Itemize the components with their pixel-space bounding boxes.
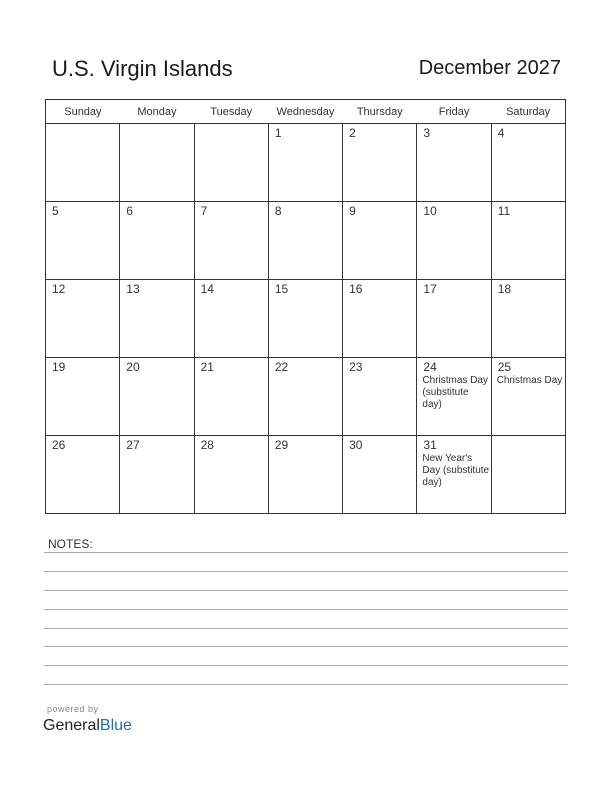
weekday-thursday: Thursday — [343, 100, 417, 124]
day-number: 25 — [497, 360, 512, 374]
day-number: 5 — [52, 204, 59, 218]
brand-general: General — [43, 717, 100, 734]
day-cell — [343, 280, 417, 358]
weekday-saturday: Saturday — [491, 100, 565, 124]
notes-label: NOTES: — [48, 537, 93, 551]
day-cell — [194, 202, 268, 280]
day-cell — [491, 124, 565, 202]
day-number: 26 — [52, 438, 66, 452]
day-cell — [491, 202, 565, 280]
generalblue-logo[interactable] — [43, 717, 132, 735]
day-cell — [491, 280, 565, 358]
day-number: 29 — [274, 438, 289, 452]
day-cell — [343, 202, 417, 280]
day-number: 16 — [349, 282, 363, 296]
day-cell — [46, 124, 120, 202]
day-number: 9 — [349, 204, 356, 218]
note-line — [44, 628, 568, 629]
day-number: 22 — [274, 360, 289, 374]
day-number: 1 — [274, 126, 282, 140]
day-cell — [268, 202, 342, 280]
day-cell — [343, 124, 417, 202]
note-line — [44, 609, 568, 610]
day-cell — [268, 358, 342, 436]
note-line — [44, 665, 568, 666]
day-number — [195, 124, 268, 126]
day-cell — [194, 280, 268, 358]
day-cell — [46, 358, 120, 436]
day-cell — [46, 202, 120, 280]
calendar-title: U.S. Virgin Islands — [52, 56, 233, 81]
day-cell — [194, 124, 268, 202]
day-number: 14 — [200, 282, 214, 296]
day-number: 12 — [52, 282, 66, 296]
day-number — [120, 124, 193, 126]
day-cell — [417, 280, 491, 358]
day-number: 6 — [126, 204, 133, 218]
day-cell — [194, 358, 268, 436]
day-number: 20 — [126, 360, 140, 374]
day-number: 21 — [200, 360, 214, 374]
day-number: 18 — [497, 282, 512, 296]
day-number: 17 — [423, 282, 437, 296]
month-year: December 2027 — [418, 57, 561, 79]
day-number: 8 — [274, 204, 282, 218]
day-cell — [120, 202, 194, 280]
week-row — [46, 124, 566, 202]
weekday-header-row — [46, 100, 566, 124]
note-line — [44, 590, 568, 591]
note-line — [44, 646, 568, 647]
holiday-event: New Year's Day (substitute day) — [422, 453, 490, 488]
day-cell — [268, 436, 342, 514]
holiday-event: Christmas Day — [496, 375, 563, 386]
weekday-wednesday: Wednesday — [268, 100, 342, 124]
day-number: 15 — [274, 282, 289, 296]
day-number: 27 — [126, 438, 140, 452]
day-number: 13 — [126, 282, 140, 296]
week-row — [46, 280, 566, 358]
day-number — [46, 124, 119, 126]
day-number: 24 — [423, 360, 437, 374]
powered-by-text: powered by — [47, 704, 99, 714]
holiday-event: Christmas Day (substitute day) — [422, 375, 488, 410]
day-cell — [194, 436, 268, 514]
day-number: 31 — [423, 438, 437, 452]
note-line — [44, 552, 568, 553]
day-number: 10 — [423, 204, 437, 218]
week-row — [46, 358, 566, 436]
day-cell — [491, 358, 565, 436]
note-line — [44, 684, 568, 685]
day-cell — [417, 124, 491, 202]
calendar-grid — [45, 99, 566, 514]
day-number: 28 — [200, 438, 214, 452]
day-cell — [343, 436, 417, 514]
day-cell — [268, 124, 342, 202]
day-cell — [46, 280, 120, 358]
week-row — [46, 436, 566, 514]
day-cell — [268, 280, 342, 358]
day-cell — [343, 358, 417, 436]
day-number — [492, 436, 565, 438]
day-cell — [491, 436, 565, 514]
day-number: 11 — [497, 204, 511, 218]
day-number: 19 — [52, 360, 66, 374]
week-row — [46, 202, 566, 280]
day-number: 4 — [497, 126, 505, 140]
day-cell — [120, 280, 194, 358]
weekday-monday: Monday — [120, 100, 194, 124]
day-cell — [120, 358, 194, 436]
day-cell — [417, 202, 491, 280]
weekday-friday: Friday — [417, 100, 491, 124]
day-cell — [120, 436, 194, 514]
day-number: 3 — [423, 126, 431, 140]
day-cell — [417, 358, 491, 436]
brand-blue: Blue — [99, 717, 132, 734]
weekday-tuesday: Tuesday — [194, 100, 268, 124]
day-number: 2 — [349, 126, 356, 140]
note-line — [44, 571, 568, 572]
day-cell — [417, 436, 491, 514]
day-cell — [120, 124, 194, 202]
weekday-sunday: Sunday — [46, 100, 120, 124]
day-number: 30 — [349, 438, 363, 452]
day-number: 23 — [349, 360, 363, 374]
day-cell — [46, 436, 120, 514]
day-number: 7 — [200, 204, 208, 218]
